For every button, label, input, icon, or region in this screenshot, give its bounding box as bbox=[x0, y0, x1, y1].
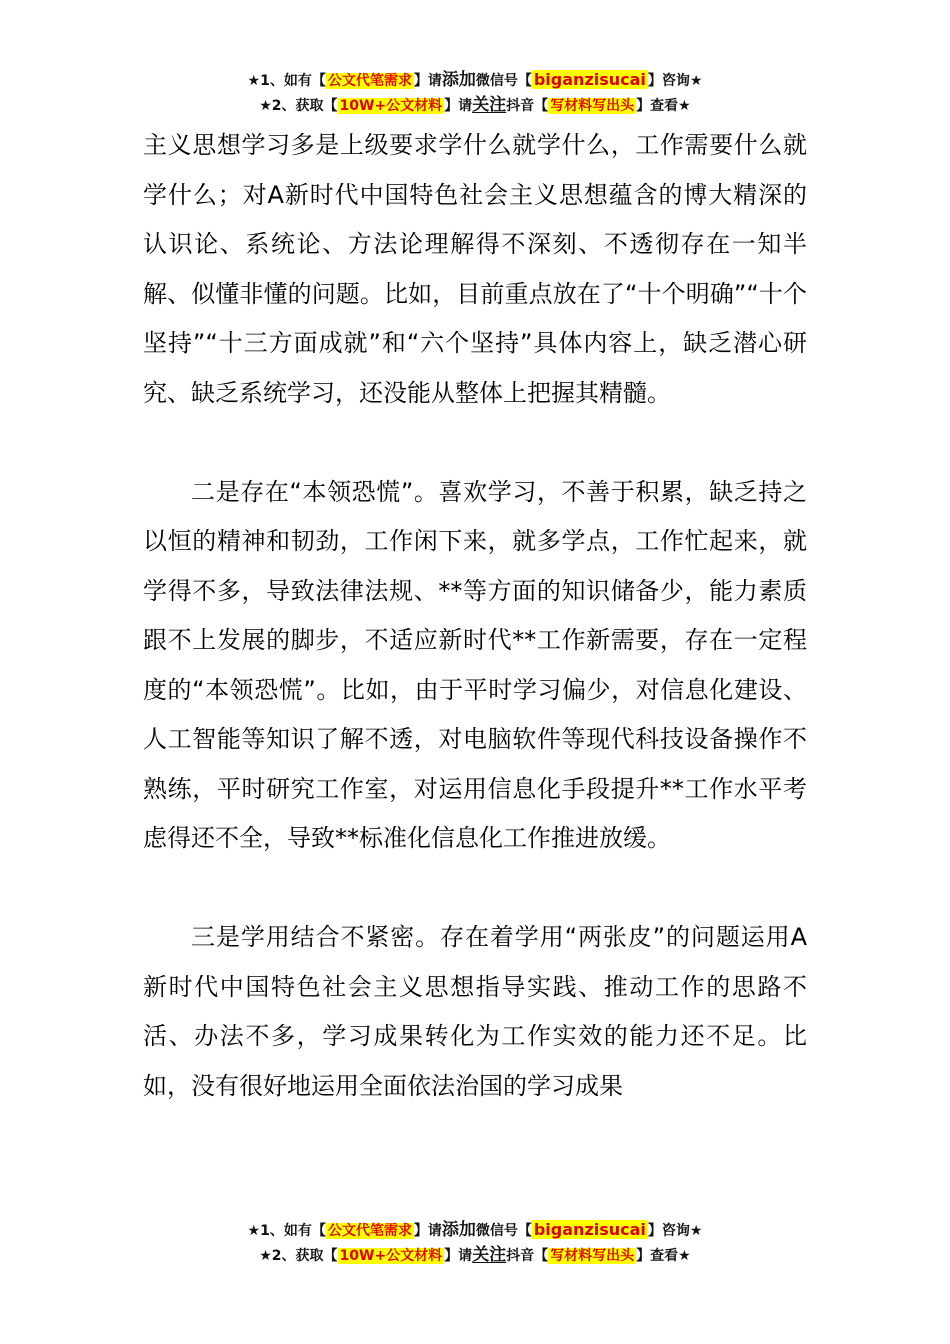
paragraph-1: 主义思想学习多是上级要求学什么就学什么，工作需要什么就学什么；对A新时代中国特色社会主义思想蕴含的博大精深的认识论、系统论、方法论理解得不深刻、不透彻存在一知半解、似懂非懂的问题。比如，目前重点放在了“十个明确”“十个坚持”“十三方面成就”和“六个坚持”具体内容上，缺乏潜心研究、缺乏系统学习，还没能从整体上把握其精髓。 bbox=[143, 131, 807, 407]
highlight-materials: 10W+公文材料 bbox=[339, 1248, 443, 1264]
paragraph-gap bbox=[143, 418, 807, 468]
footer-banner bbox=[0, 1218, 950, 1268]
footer-line-1: ★1、如有【 公文代笔需求 】请添加微信号【 biganzisucai 】咨询★ bbox=[247, 1220, 703, 1240]
highlight-service: 公文代笔需求 bbox=[327, 1223, 412, 1239]
highlight-douyin-account: 写材料写出头 bbox=[550, 1248, 635, 1264]
highlight-service: 公文代笔需求 bbox=[327, 73, 412, 89]
highlight-wechat-id: biganzisucai bbox=[533, 1220, 646, 1239]
paragraph-2: 二是存在“本领恐慌”。喜欢学习，不善于积累，缺乏持之以恒的精神和韧劲，工作闲下来，就多学点，工作忙起来，就学得不多，导致法律法规、**等方面的知识储备少，能力素质跟不上发展的脚步，不适应新时代**工作新需要，存在一定程度的“本领恐慌”。比如，由于平时学习偏少，对信息化建设、人工智能等知识了解不透，对电脑软件等现代科技设备操作不熟练，平时研究工作室，对运用信息化手段提升**工作水平考虑得还不全，导致**标准化信息化工作推进放缓。 bbox=[143, 477, 807, 852]
highlight-douyin-account: 写材料写出头 bbox=[550, 98, 635, 114]
body-text bbox=[143, 121, 807, 1111]
header-line-1: ★1、如有【 公文代笔需求 】请添加微信号【 biganzisucai 】咨询★ bbox=[247, 70, 703, 90]
footer-line-2: ★2、获取【 10W+公文材料 】请关注抖音【 写材料写出头 】查看★ bbox=[259, 1245, 691, 1265]
highlight-wechat-id: biganzisucai bbox=[533, 70, 646, 89]
header-line-2: ★2、获取【 10W+公文材料 】请关注抖音【 写材料写出头 】查看★ bbox=[259, 95, 691, 115]
paragraph-3: 三是学用结合不紧密。存在着学用“两张皮”的问题运用A新时代中国特色社会主义思想指导实践、推动工作的思路不活、办法不多，学习成果转化为工作实效的能力还不足。比如，没有很好地运用全面依法治国的学习成果 bbox=[143, 923, 807, 1100]
paragraph-gap bbox=[143, 864, 807, 914]
header-banner bbox=[0, 68, 950, 118]
highlight-materials: 10W+公文材料 bbox=[339, 98, 443, 114]
